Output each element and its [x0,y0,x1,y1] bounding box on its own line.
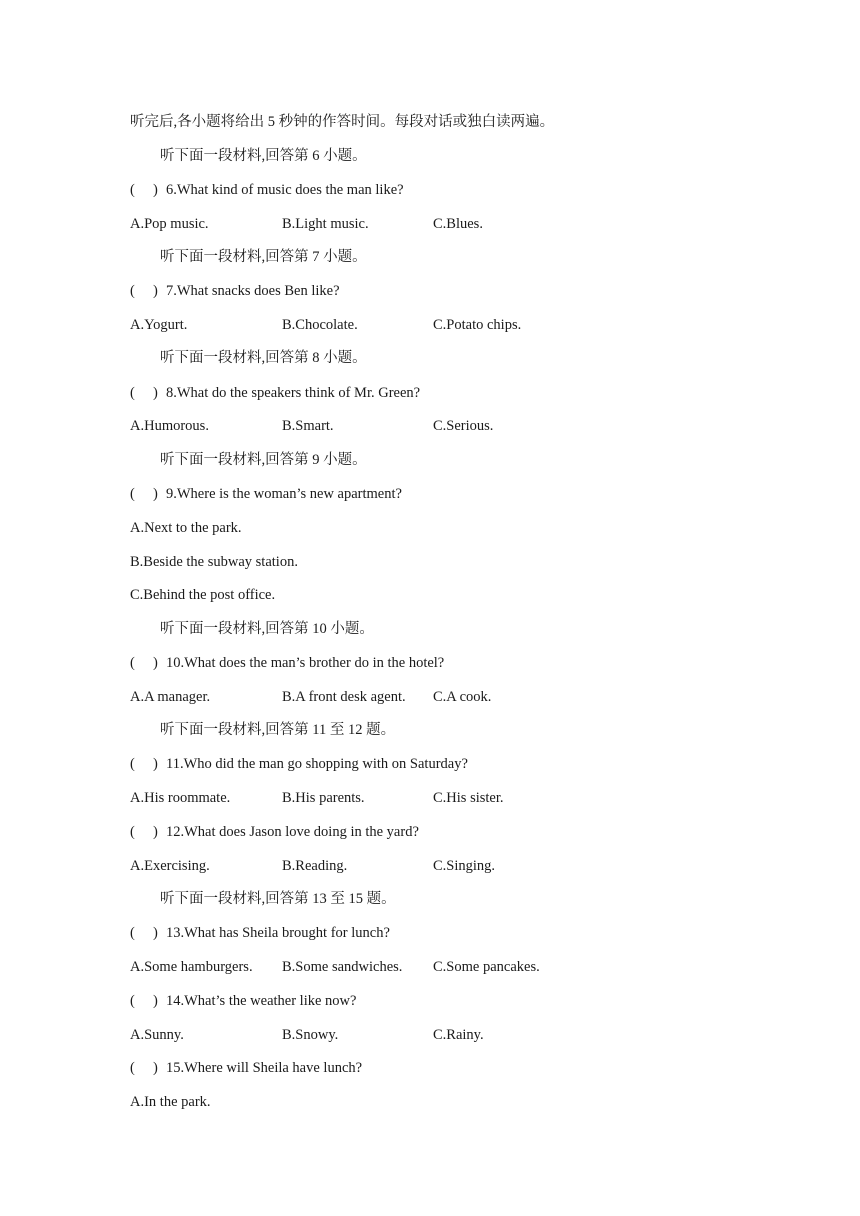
option-b: B.Snowy. [282,1027,339,1043]
question-10 [130,653,444,673]
option-c: C.Behind the post office. [130,587,276,603]
option-a: A.Sunny. [130,1027,184,1043]
question-text: 15.Where will Sheila have lunch? [166,1060,363,1076]
option-b: B.His parents. [282,790,365,806]
answer-blank[interactable]: ( ) [130,824,158,840]
option-b: B.Beside the subway station. [130,554,298,570]
question-text: 8.What do the speakers think of Mr. Green? [166,385,421,401]
option-c: C.Singing. [433,858,496,874]
question-11 [130,754,468,774]
question-14 [130,991,356,1011]
section-instruction: 听下面一段材料,回答第 8 小题。 [160,350,367,366]
option-a: A.Yogurt. [130,317,188,333]
question-text: 13.What has Sheila brought for lunch? [166,925,390,941]
answer-blank[interactable]: ( ) [130,283,158,299]
question-text: 10.What does the man’s brother do in the hotel? [166,655,445,671]
option-a: A.Some hamburgers. [130,959,253,975]
option-b: B.Reading. [282,858,348,874]
section-instruction: 听下面一段材料,回答第 10 小题。 [160,621,374,637]
answer-blank[interactable]: ( ) [130,486,158,502]
question-9 [130,484,402,504]
question-15 [130,1058,362,1078]
answer-blank[interactable]: ( ) [130,655,158,671]
option-b: B.A front desk agent. [282,689,406,705]
question-text: 14.What’s the weather like now? [166,993,357,1009]
option-a: A.A manager. [130,689,211,705]
question-text: 9.Where is the woman’s new apartment? [166,486,402,502]
option-c: C.Blues. [433,216,483,232]
option-b: B.Chocolate. [282,317,358,333]
answer-blank[interactable]: ( ) [130,385,158,401]
question-8 [130,383,420,403]
question-text: 6.What kind of music does the man like? [166,182,404,198]
intro-text: 听完后,各小题将给出 5 秒钟的作答时间。每段对话或独白读两遍。 [130,114,555,130]
answer-blank[interactable]: ( ) [130,756,158,772]
section-instruction: 听下面一段材料,回答第 13 至 15 题。 [160,891,396,907]
answer-blank[interactable]: ( ) [130,1060,158,1076]
question-6 [130,180,404,200]
option-c: C.Some pancakes. [433,959,540,975]
option-a: A.Next to the park. [130,520,242,536]
question-text: 12.What does Jason love doing in the yard? [166,824,419,840]
option-b: B.Smart. [282,418,334,434]
section-instruction: 听下面一段材料,回答第 9 小题。 [160,452,367,468]
option-a: A.Humorous. [130,418,209,434]
option-b: B.Some sandwiches. [282,959,403,975]
option-c: C.His sister. [433,790,504,806]
answer-blank[interactable]: ( ) [130,925,158,941]
question-13 [130,923,390,943]
section-instruction: 听下面一段材料,回答第 7 小题。 [160,249,367,265]
option-a: A.His roommate. [130,790,231,806]
option-c: C.Rainy. [433,1027,484,1043]
section-instruction: 听下面一段材料,回答第 6 小题。 [160,148,367,164]
question-12 [130,822,419,842]
option-a: A.Exercising. [130,858,210,874]
option-c: C.Serious. [433,418,494,434]
answer-blank[interactable]: ( ) [130,993,158,1009]
question-text: 11.Who did the man go shopping with on Saturday? [166,756,468,772]
question-text: 7.What snacks does Ben like? [166,283,340,299]
option-b: B.Light music. [282,216,369,232]
option-a: A.Pop music. [130,216,209,232]
section-instruction: 听下面一段材料,回答第 11 至 12 题。 [160,722,396,738]
option-c: C.A cook. [433,689,492,705]
question-7 [130,281,340,301]
option-c: C.Potato chips. [433,317,522,333]
answer-blank[interactable]: ( ) [130,182,158,198]
option-a: A.In the park. [130,1094,211,1110]
